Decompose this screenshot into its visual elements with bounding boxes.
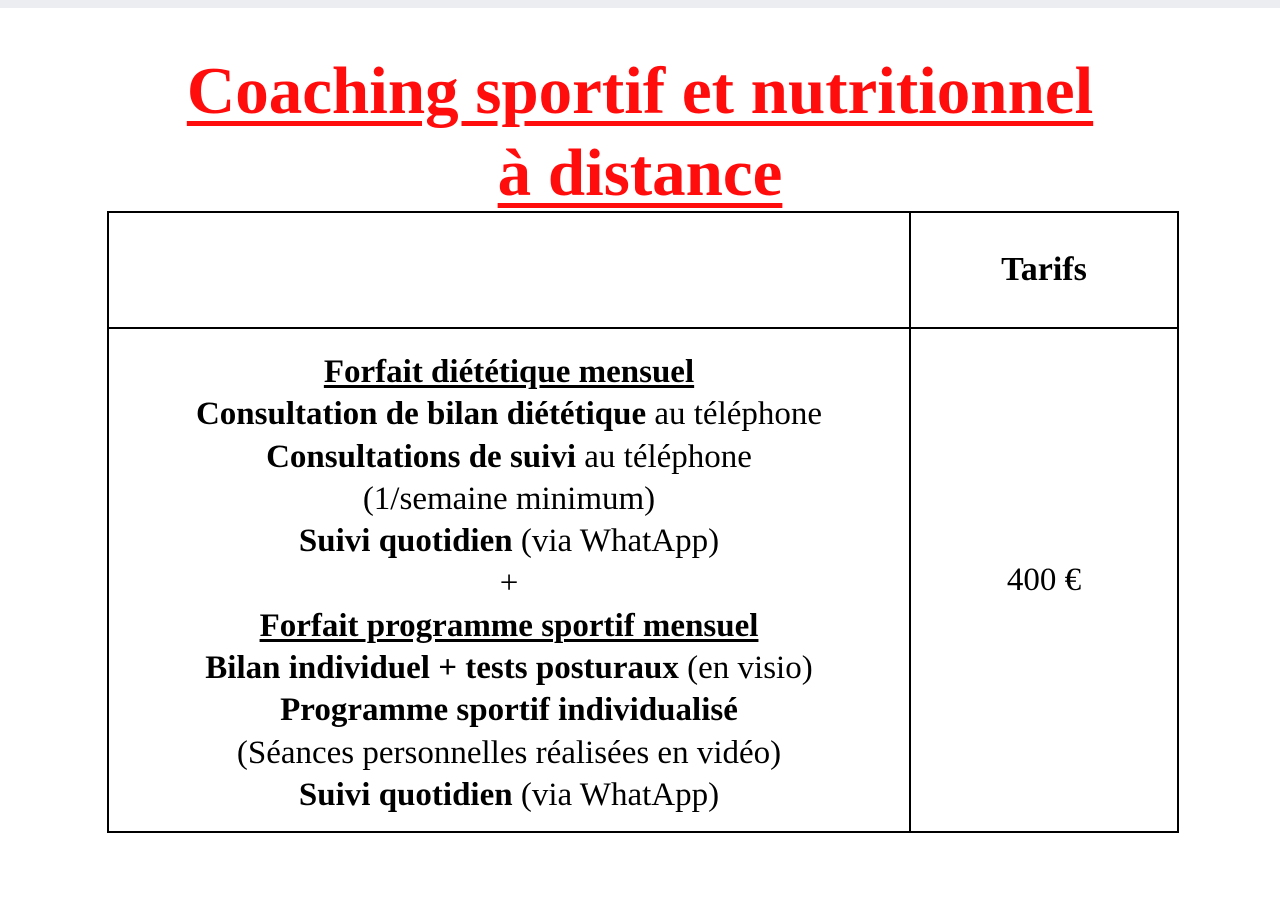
offer-line bbox=[109, 689, 909, 731]
offer-line-bold: Suivi quotidien bbox=[298, 523, 513, 560]
offer-line-text: au téléphone bbox=[576, 438, 752, 475]
offer-description-cell bbox=[108, 328, 910, 832]
offer-line bbox=[109, 647, 909, 689]
diet-package-heading: Forfait diététique mensuel bbox=[323, 354, 695, 390]
title-line-1: Coaching sportif et nutritionnel bbox=[186, 54, 1094, 128]
offer-line-bold: Bilan individuel + tests posturaux bbox=[205, 650, 679, 687]
tarifs-header: Tarifs bbox=[910, 212, 1178, 328]
offer-line bbox=[109, 436, 909, 478]
offer-line bbox=[109, 774, 909, 816]
plus-sign: + bbox=[499, 565, 519, 602]
pricing-table bbox=[107, 211, 1179, 833]
offer-line-bold: Consultations de suivi bbox=[266, 438, 576, 475]
offer-line-bold: Suivi quotidien bbox=[298, 776, 513, 813]
offer-line-bold: Consultation de bilan diététique bbox=[195, 396, 647, 433]
offer-line bbox=[109, 520, 909, 562]
table-row bbox=[108, 328, 1178, 832]
offer-line-text: (via WhatApp) bbox=[512, 523, 720, 560]
offer-line-text: (en visio) bbox=[678, 650, 813, 687]
header-empty-cell bbox=[108, 212, 910, 328]
top-bar bbox=[0, 0, 1280, 8]
page-title bbox=[0, 50, 1280, 214]
sport-package-heading: Forfait programme sportif mensuel bbox=[259, 607, 759, 644]
offer-line bbox=[109, 393, 909, 435]
price-cell: 400 € bbox=[910, 328, 1178, 832]
offer-line: (1/semaine minimum) bbox=[362, 480, 656, 517]
offer-line-text: au téléphone bbox=[646, 396, 823, 433]
offer-line: (Séances personnelles réalisées en vidéo) bbox=[236, 734, 782, 771]
table-header-row bbox=[108, 212, 1178, 328]
offer-line-text: (via WhatApp) bbox=[512, 776, 720, 813]
offer-line-bold: Programme sportif individualisé bbox=[280, 692, 738, 729]
title-line-2: à distance bbox=[497, 136, 783, 210]
